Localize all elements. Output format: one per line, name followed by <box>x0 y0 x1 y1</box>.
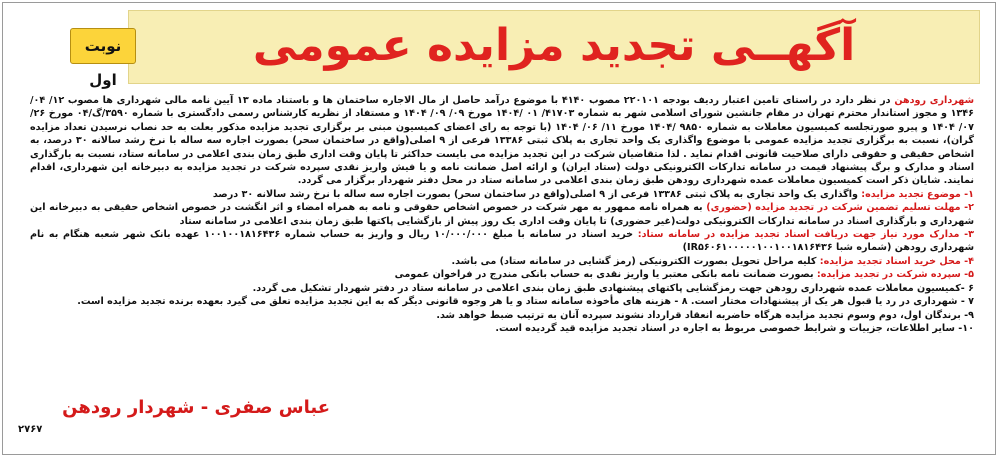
list-item <box>30 295 974 308</box>
list-item <box>30 322 974 335</box>
list-item <box>30 309 974 322</box>
item-label: ۵- سپرده شرکت در تجدید مزایده: <box>816 269 974 281</box>
intro-paragraph <box>30 94 974 188</box>
item-text: ۶ -کمیسیون معاملات عمده شهرداری رودهن جهت رمزگشایی پاکتهای پیشنهادی طبق زمان بندی اعلامی در سامانه ستاد در دفتر شهردار تشکیل می گردد. <box>252 282 974 294</box>
item-text: به همراه نامه ممهور به مهر شرکت در خصوص اشخاص حقوقی و نامه به همراه امضاء و اثر انگشت در خصوص اشخاص حقیقی به دبیرخانه این شهرداری و بارگذاری اسناد در سامانه تدارکات الکترونیکی دولت(غیر حضوری) تا پایان وقت اداری یک روز پیش از بازگشایی پاکتها طبق زمان بندی اعلامی در سامانه ستاد <box>30 202 974 227</box>
list-item <box>30 228 974 255</box>
list-item <box>30 268 974 281</box>
item-text: ۱۰- سایر اطلاعات، جزییات و شرایط خصوصی مربوط به اجاره در اسناد تجدید مزایده قید گردیده است. <box>495 322 974 334</box>
signature: عباس صفری - شهردار رودهن <box>62 397 330 418</box>
item-label: ۲- مهلت تسلیم تضمین شرکت در تجدید مزایده (حضوری) <box>706 202 974 214</box>
item-text: ۹- برندگان اول، دوم وسوم تجدید مزایده هرگاه حاضربه انعقاد قرارداد نشوند سپرده آنان به ترتیب ضبط خواهد شد. <box>436 309 974 321</box>
notice-title: آگهــی تجدید مزایده عمومی <box>252 20 856 71</box>
item-label: ۴- محل خرید اسناد تجدید مزایده: <box>819 255 974 267</box>
list-item <box>30 188 974 201</box>
item-text: بصورت ضمانت نامه بانکی معتبر یا واریز نقدی به حساب بانکی مندرج در فراخوان عمومی <box>394 269 817 281</box>
item-text: ۷ - شهرداری در رد یا قبول هر یک از پیشنهادات مختار است. ۸ - هزینه های مأخوذه سامانه ستاد و یا هر وجوه قانونی دیگر که به این تجدید مزایده تعلق می گیرد بعهده برنده تجدید مزایده است. <box>77 296 974 308</box>
org-name: شهرداری رودهن <box>894 95 975 106</box>
item-label: ۱- موضوع تجدید مزایده: <box>861 188 974 200</box>
item-label: ۳- مدارک مورد نیاز جهت دریافت اسناد تجدید مزایده در سامانه ستاد: <box>637 229 974 241</box>
item-text: خرید اسناد در سامانه با مبلغ ۱۰/۰۰۰/۰۰۰ ریال و واریز به حساب شماره ۱۰۰۱۰۰۱۸۱۶۴۳۶ عهده بانک شهر شعبه هنگام به نام شهرداری رودهن (شماره شبا IR۵۶۰۶۱۰۰۰۰۰۱۰۰۱۰۰۱۸۱۶۴۳۶) <box>30 229 974 254</box>
list-item <box>30 201 974 228</box>
turn-badge: نوبت اول <box>70 28 136 64</box>
intro-text: در نظر دارد در راستای تامین اعتبار ردیف بودجه ۲۲۰۱۰۱ مصوب ۴۱۴۰ با موضوع درآمد حاصل از مال الاجاره ساختمان ها و باستناد ماده ۱۳ آیین نامه مالی شهرداری ها مصوب ۱۲/ ۰۴/ ۱۳۴۶ و مجوز استاندار محترم تهران در مقام جانشین شورای اسلامی شهر به شماره ۴۱۷۰۳/ ۰۱ /۱۴۰۴ مورخ ۰۹/ ۰۹/ ۱۴۰۴ و مستفاد از نظریه کارشناس رسمی دادگستری با شماره ۳۵۹۰/گ/۰۴ مورخ ۲۶/ ۰۷/ ۱۴۰۴ و پیرو صورتجلسه کمیسیون معاملات به شماره ۹۸۵۰ /۱۴۰۴ مورخ ۱۱/ ۰۶/ ۱۴۰۴ (با توجه به رای اعضای کمیسیون مبنی بر برگزاری تجدید مزایده مذکور بعلت به حد نصاب نرسیدن تعداد مزایده گران)، نسبت به برگزاری تجدید مزایده عمومی با موضوع واگذاری یک واحد تجاری به پلاک ثبتی ۱۳۳۸۶ فرعی از ۹ اصلی(واقع در ساختمان سحر) بصورت اجاره سه ساله با نرخ رشد سالانه ۳۰ درصد، به اشخاص حقیقی و حقوقی دارای صلاحیت قانونی اقدام نماید . لذا متقاضیان شرکت در این تجدید مزایده می بایست حداکثر تا پایان وقت اداری طبق زمان بندی اعلامی در سامانه ستاد، نسبت به بارگذاری اسناد و مدارک و برگ پیشنهاد قیمت در سامانه تدارکات الکترونیکی دولت (ستاد ایران) و ارائه اصل ضمانت نامه و یا فیش واریز نقدی سپرده شرکت در تجدید مزایده به دبیرخانه این شهرداری، اقدام نمایند. شایان ذکر است کمیسیون معاملات عمده شهرداری رودهن طبق زمان بندی اعلامی در سامانه ستاد در محل دفتر شهردار برگزار می گردد. <box>30 95 974 187</box>
notice-code: ۲۷۶۷ <box>18 424 43 435</box>
notice-body <box>30 94 974 335</box>
list-item <box>30 255 974 268</box>
item-text: کلیه مراحل تحویل بصورت الکترونیکی (رمز گشایی در سامانه ستاد) می باشد. <box>451 255 820 267</box>
item-text: واگذاری یک واحد تجاری به پلاک ثبتی ۱۳۳۸۶ فرعی از ۹ اصلی(واقع در ساختمان سحر) بصورت اجاره سه ساله با نرخ رشد سالانه ۳۰ درصد <box>212 188 862 200</box>
list-item <box>30 282 974 295</box>
